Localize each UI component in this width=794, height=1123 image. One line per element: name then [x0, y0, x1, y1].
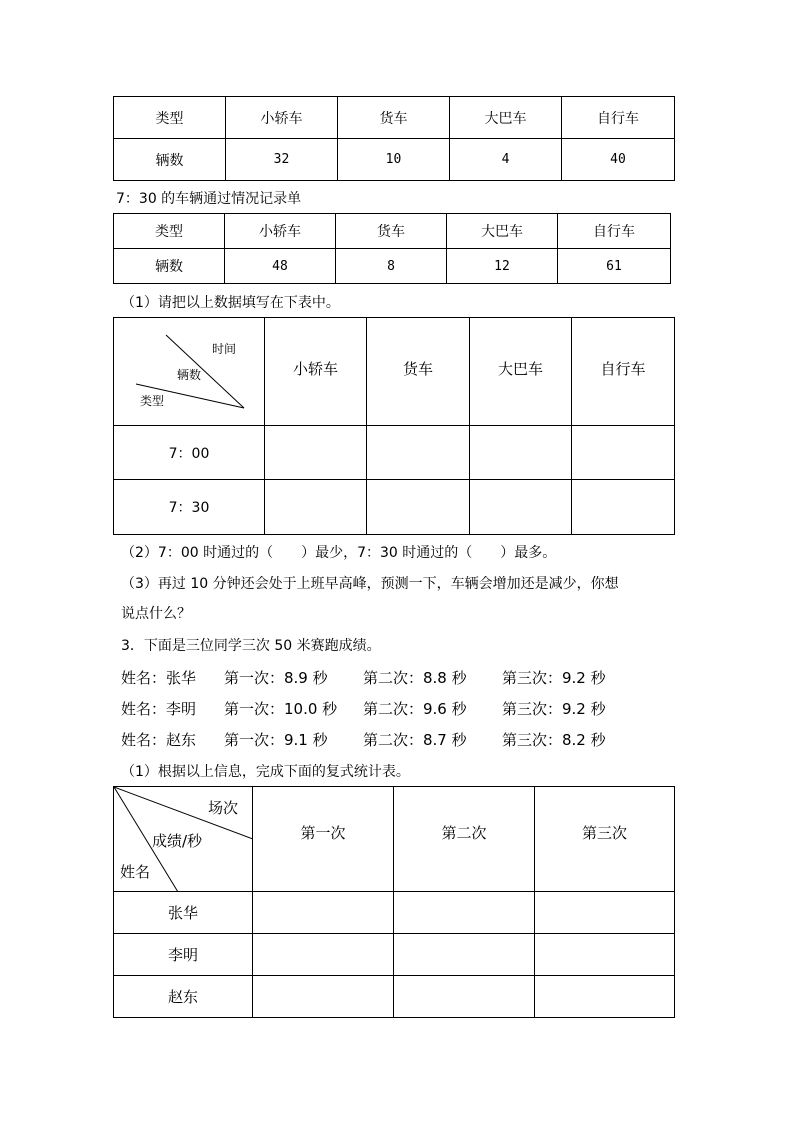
empty-cell[interactable] [470, 480, 572, 535]
empty-cell[interactable] [535, 976, 675, 1018]
table-row [114, 214, 671, 249]
value-cell: 40 [562, 139, 675, 181]
student-name: 姓名：张华 [121, 669, 197, 687]
question-3-line-1: （3）再过 10 分钟还会处于上班早高峰，预测一下，车辆会增加还是减少，你想 [121, 576, 619, 592]
value-cell: 8 [336, 249, 447, 284]
score-first: 第一次：8.9 秒 [224, 669, 328, 687]
header-cell: 自行车 [558, 214, 671, 249]
header-cell: 小轿车 [225, 214, 336, 249]
table-row [114, 934, 675, 976]
empty-cell[interactable] [265, 480, 367, 535]
diag-label-round: 场次 [208, 799, 239, 817]
diagonal-header-cell [114, 787, 253, 892]
empty-cell[interactable] [572, 480, 675, 535]
row-label: 辆数 [114, 249, 225, 284]
table-row [114, 139, 675, 181]
table-row [114, 892, 675, 934]
header-cell: 第三次 [535, 787, 675, 892]
header-cell: 货车 [367, 318, 470, 426]
header-cell: 大巴车 [447, 214, 558, 249]
row-label: 赵东 [114, 976, 253, 1018]
diag-label-count: 辆数 [177, 368, 202, 382]
table-row [114, 97, 675, 139]
table-row [114, 318, 675, 426]
header-cell: 类型 [114, 214, 225, 249]
header-cell: 货车 [336, 214, 447, 249]
score-second: 第二次：8.8 秒 [363, 669, 467, 687]
empty-cell[interactable] [535, 892, 675, 934]
empty-cell[interactable] [253, 976, 394, 1018]
table-row [114, 426, 675, 480]
header-cell: 小轿车 [265, 318, 367, 426]
row-label: 辆数 [114, 139, 226, 181]
row-label: 7：00 [114, 426, 265, 480]
header-cell: 小轿车 [226, 97, 338, 139]
score-third: 第三次：8.2 秒 [502, 731, 606, 749]
header-cell: 自行车 [572, 318, 675, 426]
value-cell: 4 [450, 139, 562, 181]
table-row [114, 249, 671, 284]
empty-cell[interactable] [535, 934, 675, 976]
score-second: 第二次：8.7 秒 [363, 731, 467, 749]
question-2: （2）7：00 时通过的（ ）最少，7：30 时通过的（ ）最多。 [121, 545, 557, 561]
student-name: 姓名：赵东 [121, 731, 197, 749]
value-cell: 32 [226, 139, 338, 181]
table-fill-in-vehicles [113, 317, 675, 535]
row-label: 张华 [114, 892, 253, 934]
question-3-line-2: 说点什么？ [121, 606, 191, 622]
header-cell: 第一次 [253, 787, 394, 892]
header-cell: 类型 [114, 97, 226, 139]
empty-cell[interactable] [394, 976, 535, 1018]
header-cell: 大巴车 [470, 318, 572, 426]
score-third: 第三次：9.2 秒 [502, 700, 606, 718]
student-name: 姓名：李明 [121, 700, 197, 718]
value-cell: 12 [447, 249, 558, 284]
score-third: 第三次：9.2 秒 [502, 669, 606, 687]
empty-cell[interactable] [367, 426, 470, 480]
empty-cell[interactable] [265, 426, 367, 480]
diag-label-time: 时间 [212, 342, 237, 356]
row-label: 7：30 [114, 480, 265, 535]
score-first: 第一次：10.0 秒 [224, 700, 338, 718]
table-row [114, 976, 675, 1018]
diag-label-score: 成绩/秒 [152, 832, 203, 850]
diag-label-name: 姓名 [120, 863, 151, 881]
score-second: 第二次：9.6 秒 [363, 700, 467, 718]
table-row [114, 787, 675, 892]
empty-cell[interactable] [394, 934, 535, 976]
table-race-scores [113, 786, 675, 1018]
empty-cell[interactable] [572, 426, 675, 480]
empty-cell[interactable] [253, 934, 394, 976]
value-cell: 48 [225, 249, 336, 284]
value-cell: 61 [558, 249, 671, 284]
header-cell: 自行车 [562, 97, 675, 139]
header-cell: 大巴车 [450, 97, 562, 139]
question-1: （1）请把以上数据填写在下表中。 [121, 295, 340, 311]
diagonal-header-cell [114, 318, 265, 426]
empty-cell[interactable] [253, 892, 394, 934]
empty-cell[interactable] [394, 892, 535, 934]
header-cell: 货车 [338, 97, 450, 139]
empty-cell[interactable] [470, 426, 572, 480]
score-first: 第一次：9.1 秒 [224, 731, 328, 749]
table-7-30-records [113, 213, 671, 284]
table-7-00-records [113, 96, 675, 181]
caption-7-30: 7：30 的车辆通过情况记录单 [116, 191, 302, 207]
value-cell: 10 [338, 139, 450, 181]
diag-label-type: 类型 [140, 394, 165, 408]
empty-cell[interactable] [367, 480, 470, 535]
table-row [114, 480, 675, 535]
problem-3-intro: 3．下面是三位同学三次 50 米赛跑成绩。 [121, 638, 381, 654]
row-label: 李明 [114, 934, 253, 976]
header-cell: 第二次 [394, 787, 535, 892]
question-4: （1）根据以上信息，完成下面的复式统计表。 [121, 764, 410, 780]
